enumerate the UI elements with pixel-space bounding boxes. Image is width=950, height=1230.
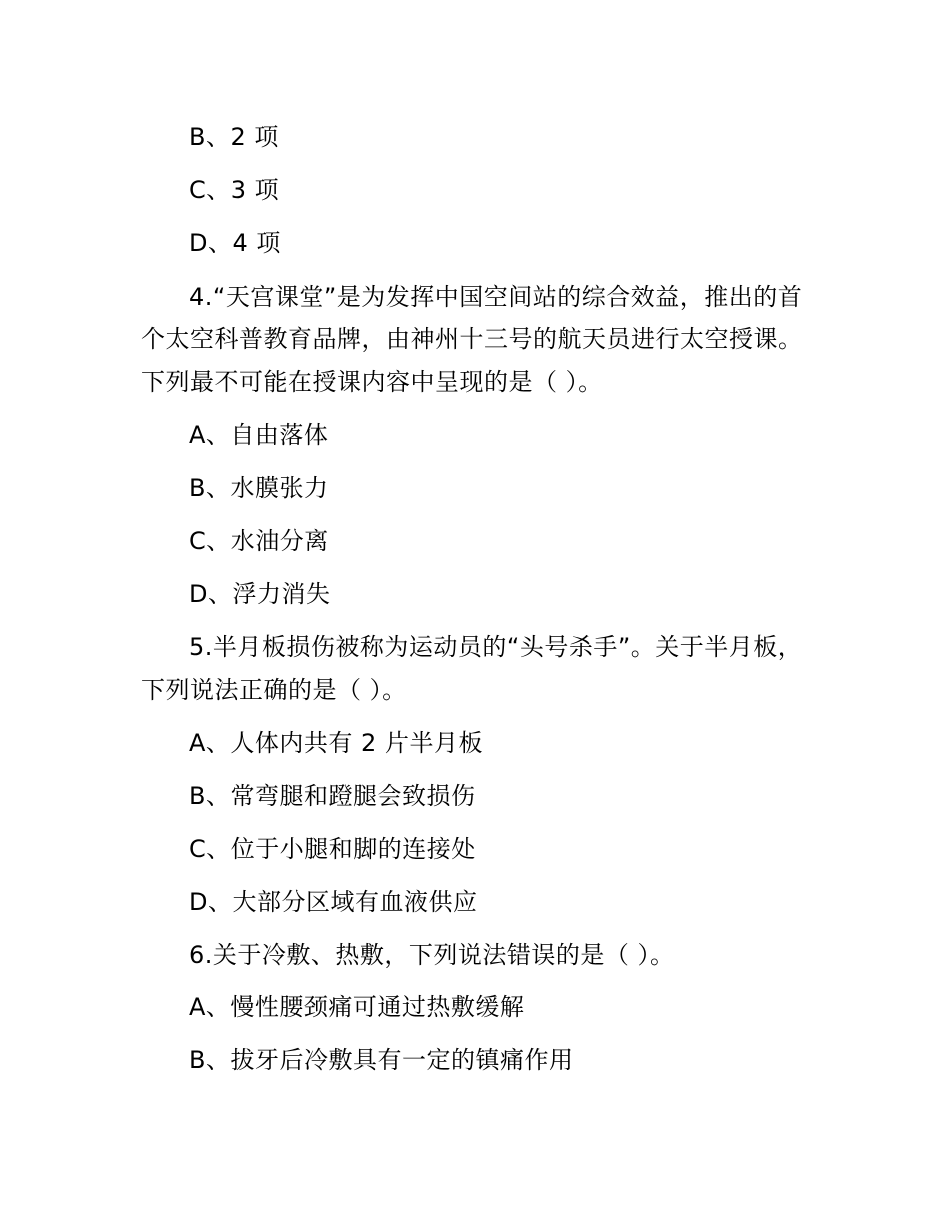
q6-option-a: A、慢性腰颈痛可通过热敷缓解 xyxy=(189,993,525,1021)
q4-option-d: D、浮力消失 xyxy=(189,580,331,608)
q5-stem-line-2: 下列说法正确的是（ ）。 xyxy=(141,676,407,704)
q5-stem-line-1: 5.半月板损伤被称为运动员的“头号杀手”。关于半月板， xyxy=(189,633,803,661)
q5-option-d: D、大部分区域有血液供应 xyxy=(189,888,478,916)
q4-option-b: B、水膜张力 xyxy=(189,474,329,502)
q6-stem-line-1: 6.关于冷敷、热敷，下列说法错误的是（ ）。 xyxy=(189,941,675,969)
q4-option-a: A、自由落体 xyxy=(189,421,329,449)
q3-option-c: C、3 项 xyxy=(189,176,280,204)
q5-option-c: C、位于小腿和脚的连接处 xyxy=(189,835,476,863)
q6-option-b: B、拔牙后冷敷具有一定的镇痛作用 xyxy=(189,1046,574,1074)
q4-stem-line-2: 个太空科普教育品牌，由神州十三号的航天员进行太空授课。 xyxy=(141,325,803,353)
q5-option-a: A、人体内共有 2 片半月板 xyxy=(189,729,483,757)
q4-stem-line-1: 4.“天宫课堂”是为发挥中国空间站的综合效益，推出的首 xyxy=(189,283,803,311)
q3-option-b: B、2 项 xyxy=(189,123,279,151)
q4-option-c: C、水油分离 xyxy=(189,527,329,555)
q4-stem-line-3: 下列最不可能在授课内容中呈现的是（ ）。 xyxy=(141,368,603,396)
q3-option-d: D、4 项 xyxy=(189,229,281,257)
q5-option-b: B、常弯腿和蹬腿会致损伤 xyxy=(189,782,476,810)
